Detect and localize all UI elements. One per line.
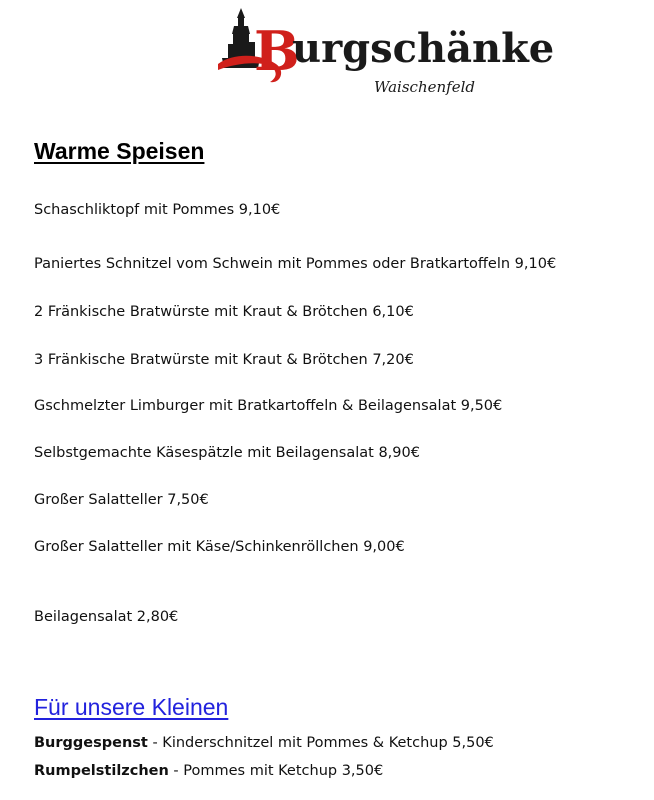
kids-item-name: Rumpelstilzchen: [34, 763, 169, 779]
menu-item: Paniertes Schnitzel vom Schwein mit Pommes oder Bratkartoffeln 9,10€: [34, 256, 557, 272]
kids-menu-item: [34, 763, 383, 779]
menu-item: 3 Fränkische Bratwürste mit Kraut & Brötchen 7,20€: [34, 352, 414, 368]
section-link-fuer-unsere-kleinen[interactable]: Für unsere Kleinen: [34, 694, 229, 720]
kids-menu-item: [34, 735, 494, 751]
kids-item-description: - Kinderschnitzel mit Pommes & Ketchup 5,50€: [147, 735, 494, 751]
menu-item: Schaschliktopf mit Pommes 9,10€: [34, 202, 281, 218]
logo-wordmark: urgschänke: [292, 25, 555, 72]
menu-item: Gschmelzter Limburger mit Bratkartoffeln & Beilagensalat 9,50€: [34, 398, 503, 414]
kids-item-name: Burggespenst: [34, 735, 148, 751]
kids-item-description: - Pommes mit Ketchup 3,50€: [168, 763, 384, 779]
logo-graphic: [214, 4, 555, 100]
menu-item: Großer Salatteller mit Käse/Schinkenröllchen 9,00€: [34, 539, 405, 555]
menu-item: 2 Fränkische Bratwürste mit Kraut & Brötchen 6,10€: [34, 304, 414, 320]
menu-item: Großer Salatteller 7,50€: [34, 492, 209, 508]
menu-item: Selbstgemachte Käsespätzle mit Beilagensalat 8,90€: [34, 445, 420, 461]
menu-item: Beilagensalat 2,80€: [34, 609, 179, 625]
burgschaenke-logo: [214, 4, 555, 100]
logo-subtitle: Waischenfeld: [374, 78, 475, 96]
section-title-warme-speisen: Warme Speisen: [34, 138, 205, 164]
logo-initial: B: [254, 19, 300, 83]
